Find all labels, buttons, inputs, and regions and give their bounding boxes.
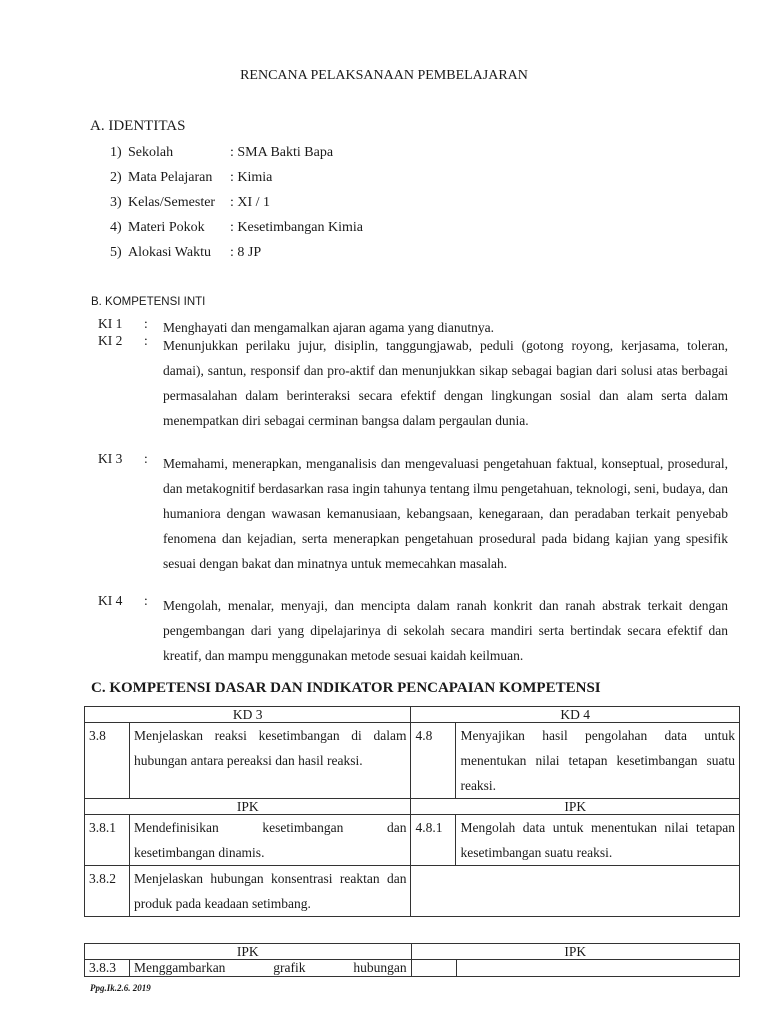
identity-value: : Kimia (230, 170, 273, 185)
ipk-code: 3.8.3 (85, 960, 130, 977)
table-row (85, 960, 740, 977)
ki-text: Memahami, menerapkan, menganalisis dan mengevaluasi pengetahuan faktual, konseptual, prosedural, dan metakognitif berdasarkan rasa ingin tahunya tentang ilmu pengetahuan, teknologi, seni, budaya, dan humaniora dengan wawasan kemanusiaan, kebangsaan, kenegaraan, dan peradaban terkait penyebab fenomena dan kejadian, serta menerapkan pengetahuan prosedural pada bidang kajian yang spesifik sesuai dengan bakat dan minatnya untuk memecahkan masalah. (163, 456, 728, 571)
kd-ipk-table (84, 706, 740, 917)
ki-code: KI 2 (98, 333, 123, 348)
ki-colon: : (144, 316, 148, 331)
ipk-text: Mendefinisikan kesetimbangan dan kesetimbangan dinamis. (129, 815, 411, 866)
ipk-text: Mengolah data untuk menentukan nilai tetapan kesetimbangan suatu reaksi. (456, 815, 740, 866)
identity-item (110, 195, 270, 211)
ki-colon: : (144, 451, 148, 466)
table-header-row (85, 799, 740, 815)
table-header-row (85, 707, 740, 723)
identity-value: : XI / 1 (230, 195, 271, 210)
identity-number: 1) (110, 145, 122, 160)
ipk-code: 4.8.1 (411, 815, 456, 866)
ki-item (98, 593, 728, 668)
kd3-header: KD 3 (85, 707, 411, 723)
kd3-code: 3.8 (85, 723, 130, 799)
identity-label: Alokasi Waktu (128, 245, 211, 260)
identity-item (110, 145, 333, 161)
identity-label: Kelas/Semester (128, 195, 216, 210)
identity-number: 3) (110, 195, 122, 210)
identity-item (110, 170, 272, 186)
identity-label: Sekolah (128, 145, 174, 160)
ipk-code (411, 960, 456, 977)
footer-code: Ppg.Ik.2.6. 2019 (90, 983, 151, 993)
ki-item (98, 451, 728, 576)
ipk-right-header: IPK (411, 944, 739, 960)
identity-number: 4) (110, 220, 122, 235)
ipk-text: Menjelaskan hubungan konsentrasi reaktan dan produk pada keadaan setimbang. (129, 866, 411, 917)
table-header-row (85, 944, 740, 960)
identity-value: : SMA Bakti Bapa (230, 145, 334, 160)
ipk-code: 3.8.1 (85, 815, 130, 866)
kd4-text: Menyajikan hasil pengolahan data untuk menentukan nilai tetapan kesetimbangan suatu reaksi. (456, 723, 740, 799)
table-row (85, 866, 740, 917)
identity-value: : Kesetimbangan Kimia (230, 220, 363, 235)
ki-text: Menunjukkan perilaku jujur, disiplin, tanggungjawab, peduli (gotong royong, kerjasama, toleran, damai), santun, responsif dan pro-aktif dan menunjukkan sikap sebagai bagian dari solusi atas berbagai permasalahan dalam berinteraksi secara efektif dengan lingkungan sosial dan alam serta dalam menempatkan diri sebagai cerminan bangsa dalam pergaulan dunia. (163, 338, 728, 428)
ki-colon: : (144, 593, 148, 608)
kd3-text: Menjelaskan reaksi kesetimbangan di dalam hubungan antara pereaksi dan hasil reaksi. (129, 723, 411, 799)
ki-item (98, 333, 728, 433)
table-row (85, 723, 740, 799)
identity-number: 2) (110, 170, 122, 185)
ipk-text: Menggambarkan grafik hubungan (129, 960, 411, 977)
document-title: RENCANA PELAKSANAAN PEMBELAJARAN (240, 68, 528, 83)
kd4-code: 4.8 (411, 723, 456, 799)
ipk-left-header: IPK (85, 944, 412, 960)
ki-text: Menghayati dan mengamalkan ajaran agama yang dianutnya. (163, 320, 494, 335)
section-b-heading: B. KOMPETENSI INTI (91, 296, 206, 308)
ki-code: KI 4 (98, 593, 123, 608)
identity-value: : 8 JP (230, 245, 262, 260)
ki-colon: : (144, 333, 148, 348)
identity-number: 5) (110, 245, 122, 260)
identity-item (110, 220, 363, 236)
section-a-heading: A. IDENTITAS (90, 118, 186, 134)
ki-text: Mengolah, menalar, menyaji, dan mencipta dalam ranah konkrit dan ranah abstrak terkait dengan pengembangan dari yang dipelajarinya di sekolah secara mandiri serta bertindak secara efektif dan kreatif, dan mampu menggunakan metode sesuai kaidah keilmuan. (163, 598, 728, 663)
identity-label: Mata Pelajaran (128, 170, 213, 185)
ipk-empty-cell (411, 866, 740, 917)
section-c-heading: C. KOMPETENSI DASAR DAN INDIKATOR PENCAPAIAN KOMPETENSI (91, 680, 601, 696)
kd4-header: KD 4 (411, 707, 740, 723)
ipk-table-continued (84, 943, 740, 977)
ipk-right-header: IPK (411, 799, 740, 815)
ipk-code: 3.8.2 (85, 866, 130, 917)
identity-label: Materi Pokok (128, 220, 205, 235)
ki-code: KI 3 (98, 451, 123, 466)
ipk-text (456, 960, 739, 977)
identity-item (110, 245, 261, 261)
ipk-left-header: IPK (85, 799, 411, 815)
table-row (85, 815, 740, 866)
ki-code: KI 1 (98, 316, 123, 331)
